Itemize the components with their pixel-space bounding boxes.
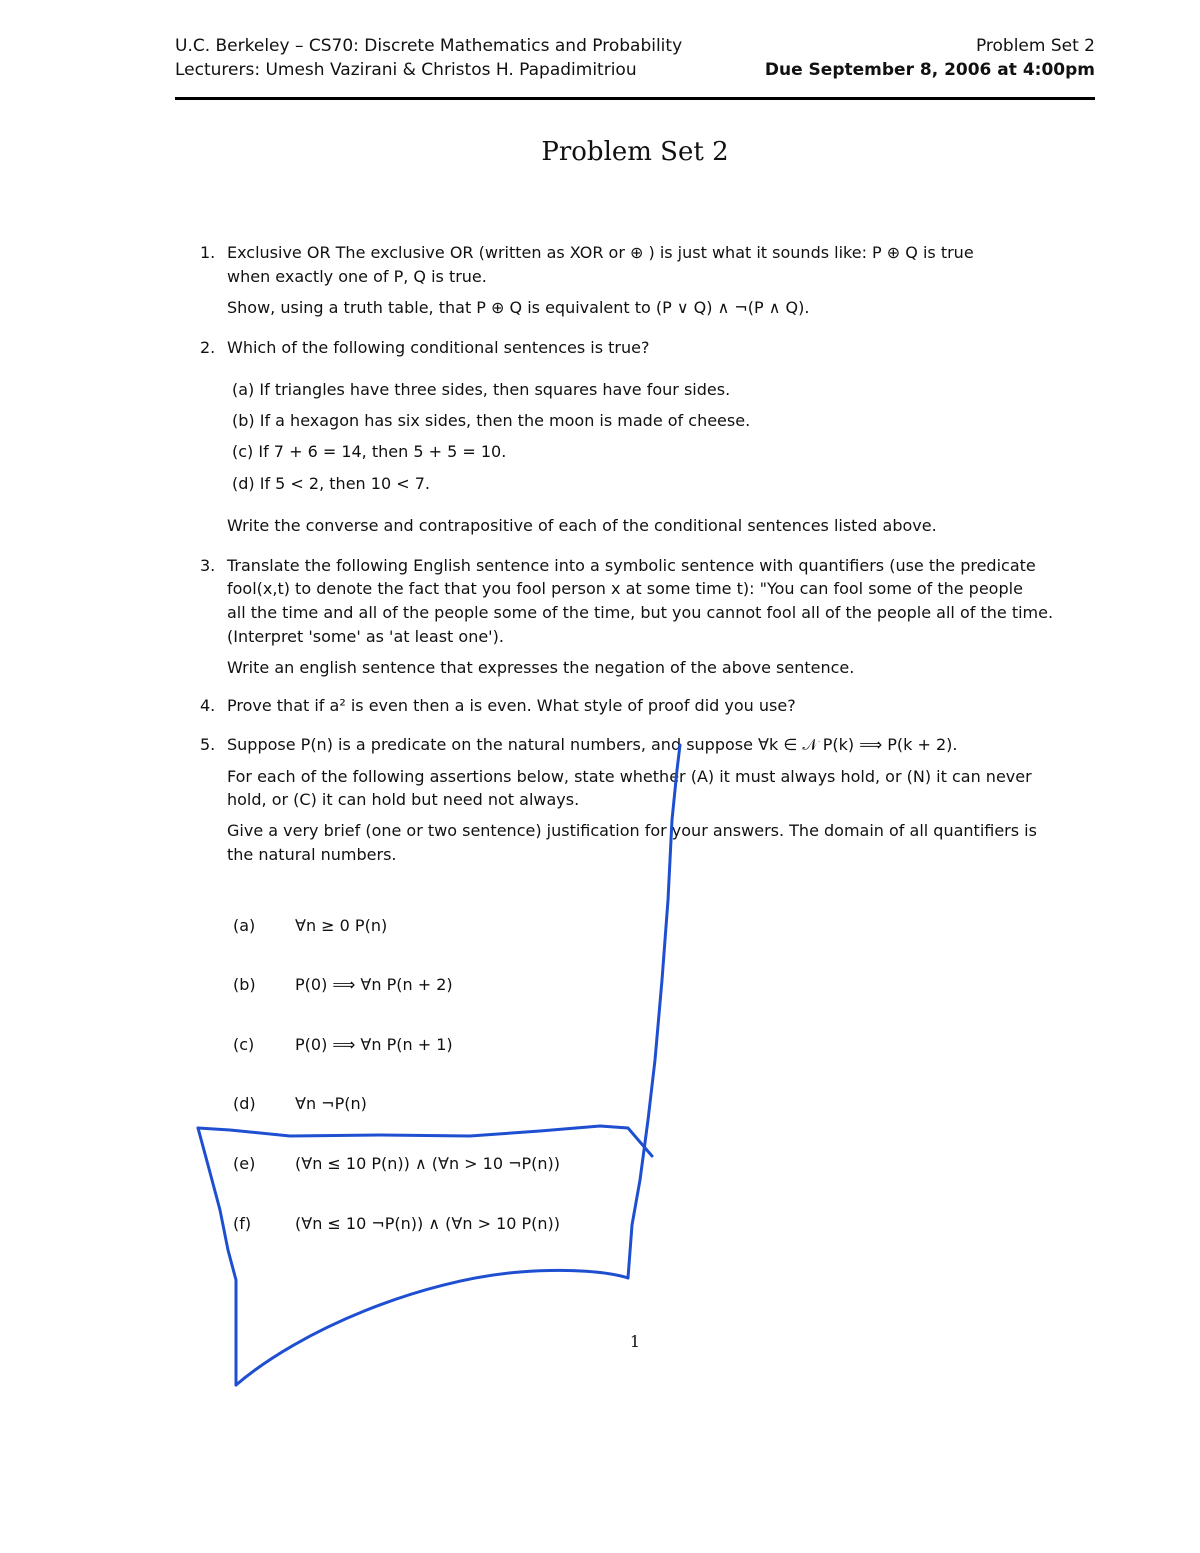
problem-5-number: 5. [200,735,216,754]
problem-3-line5: Write an english sentence that expresses the negation of the above sentence. [227,658,855,677]
page-number: 1 [629,1332,641,1351]
problem-2-number: 2. [200,338,216,357]
assertion-e-label: (e) [233,1154,256,1173]
problem-4-number: 4. [200,696,216,715]
assertion-c-label: (c) [233,1035,255,1054]
problem-2-after: Write the converse and contrapositive of each of the conditional sentences listed above. [227,516,937,535]
problem-1-line3: Show, using a truth table, that P ⊕ Q is equivalent to (P ∨ Q) ∧ ¬(P ∧ Q). [227,298,810,317]
assertion-b-label: (b) [233,975,256,994]
ink-stroke-top [198,1126,652,1156]
assertion-d-expr: ∀n ¬P(n) [295,1094,367,1113]
problem-2-item-b: (b) If a hexagon has six sides, then the moon is made of cheese. [232,411,751,430]
problem-4-line1: Prove that if a² is even then a is even. What style of proof did you use? [227,696,796,715]
problem-2-item-c: (c) If 7 + 6 = 14, then 5 + 5 = 10. [232,442,507,461]
assertion-f-label: (f) [233,1214,252,1233]
problem-1-line1: Exclusive OR The exclusive OR (written as XOR or ⊕ ) is just what it sounds like: P ⊕ Q is true [227,243,974,262]
problem-5-line1: Suppose P(n) is a predicate on the natural numbers, and suppose ∀k ∈ 𝒩 P(k) ⟹ P(k + 2). [227,735,958,754]
problem-2-line1: Which of the following conditional sentences is true? [227,338,650,357]
assertion-f-expr: (∀n ≤ 10 ¬P(n)) ∧ (∀n > 10 P(n)) [295,1214,561,1233]
assertion-a-label: (a) [233,916,256,935]
problem-2-item-a: (a) If triangles have three sides, then squares have four sides. [232,380,731,399]
problem-3-line1: Translate the following English sentence into a symbolic sentence with quantifiers (use the predicate [227,556,1036,575]
problem-1-line2: when exactly one of P, Q is true. [227,267,487,286]
ink-stroke-arrow [628,745,680,1278]
assertion-a-expr: ∀n ≥ 0 P(n) [295,916,388,935]
header-due-date: Due September 8, 2006 at 4:00pm [764,60,1095,80]
assertion-b-expr: P(0) ⟹ ∀n P(n + 2) [295,975,453,994]
assertion-c-expr: P(0) ⟹ ∀n P(n + 1) [295,1035,453,1054]
problem-3-line4: (Interpret 'some' as 'at least one'). [227,627,504,646]
assertion-d-label: (d) [233,1094,256,1113]
problem-1-number: 1. [200,243,216,262]
ink-stroke-left [198,1128,236,1385]
problem-5-line3: hold, or (C) it can hold but need not always. [227,790,580,809]
problem-5-line4: Give a very brief (one or two sentence) justification for your answers. The domain of all quantifiers is [227,821,1037,840]
problem-5-line2: For each of the following assertions below, state whether (A) it must always hold, or (N) it can never [227,767,1032,786]
problem-3-line3: all the time and all of the people some of the time, but you cannot fool all of the people all of the time. [227,603,1054,622]
assertion-e-expr: (∀n ≤ 10 P(n)) ∧ (∀n > 10 ¬P(n)) [295,1154,561,1173]
header-problem-set: Problem Set 2 [975,36,1095,56]
header-lecturers: Lecturers: Umesh Vazirani & Christos H. Papadimitriou [175,60,637,80]
ink-stroke-bottom [236,1270,628,1385]
problem-5-line5: the natural numbers. [227,845,397,864]
problem-2-item-d: (d) If 5 < 2, then 10 < 7. [232,474,430,493]
problem-3-line2: fool(x,t) to denote the fact that you fool person x at some time t): "You can fool some of the people [227,579,1023,598]
header-course: U.C. Berkeley – CS70: Discrete Mathematics and Probability [175,36,683,56]
page-title: Problem Set 2 [541,137,729,167]
problem-3-number: 3. [200,556,216,575]
